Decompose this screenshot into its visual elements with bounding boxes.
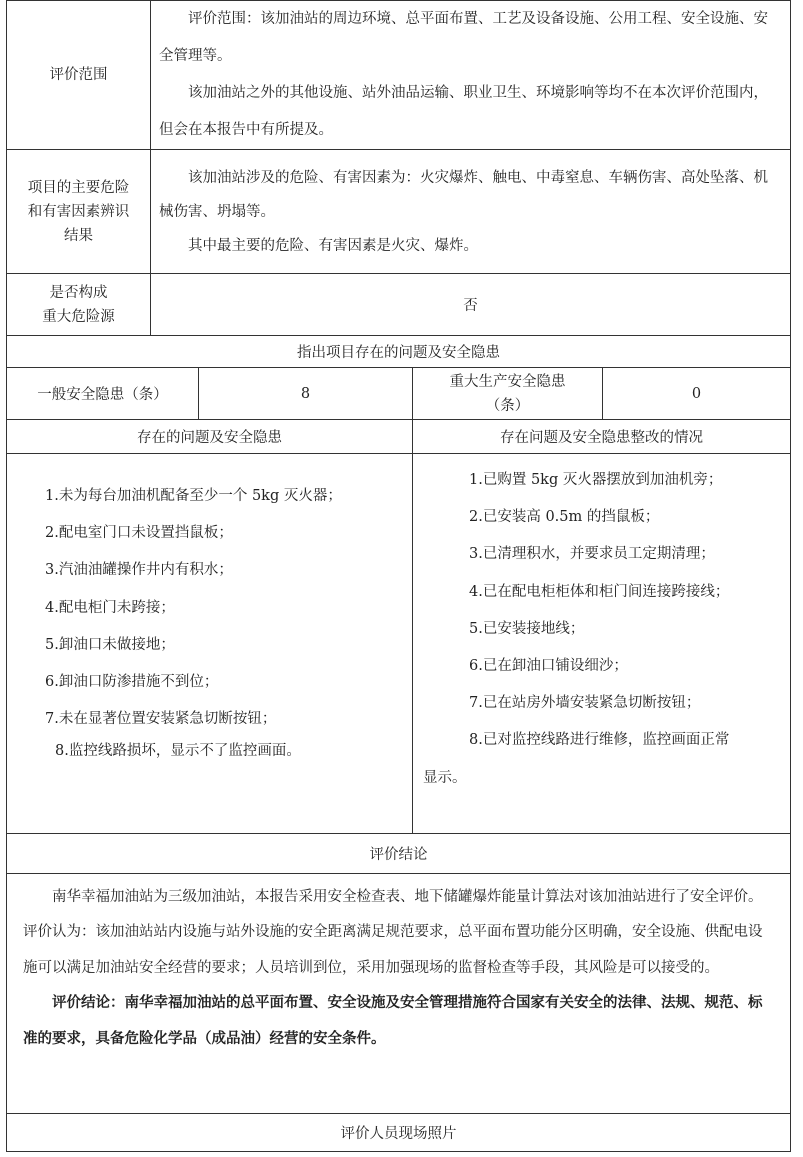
problem-item: 3.汽油油罐操作井内有积水； (45, 562, 233, 579)
rectifications-list-cell (413, 454, 791, 834)
problems-list (7, 454, 412, 764)
major-hazard-row (7, 274, 791, 336)
rectifications-column-header: 存在问题及安全隐患整改的情况 (413, 420, 791, 454)
conclusion-statement: 评价结论：南华幸福加油站的总平面布置、安全设施及安全管理措施符合国家有关安全的法律、法规、规范、标准的要求，具备危险化学品（成品油）经营的安全条件。 (23, 995, 763, 1047)
problem-item: 2.配电室门口未设置挡鼠板； (45, 525, 233, 542)
rectification-item: 2.已安装高 0.5m 的挡鼠板； (469, 509, 660, 526)
evaluation-table (6, 0, 791, 1152)
scope-paragraph-1: 评价范围：该加油站的周边环境、总平面布置、工艺及设备设施、公用工程、安全设施、安全管理等。 (159, 11, 768, 64)
major-hazard-label-line-2: 重大危险源 (42, 308, 115, 325)
issues-header-row (7, 336, 791, 368)
major-hazard-count-label-line-1: 重大生产安全隐患 (449, 373, 566, 390)
hazards-row (7, 150, 791, 274)
major-hazard-count-label (413, 368, 603, 420)
hazards-label-line-3: 结果 (64, 227, 93, 244)
major-hazard-label-line-1: 是否构成 (49, 284, 108, 301)
photos-header: 评价人员现场照片 (7, 1114, 791, 1152)
hazards-label-line-2: 和有害因素辨识 (27, 203, 130, 220)
hazards-content (151, 150, 791, 274)
major-hazard-count-value: 0 (603, 368, 791, 420)
rectification-item: 4.已在配电柜柜体和柜门间连接跨接线； (469, 583, 730, 600)
photos-header-row (7, 1114, 791, 1152)
scope-content (151, 1, 791, 150)
general-hazard-count-label: 一般安全隐患（条） (7, 368, 199, 420)
general-hazard-count-value: 8 (199, 368, 413, 420)
hazards-label (7, 150, 151, 274)
major-hazard-value: 否 (151, 274, 791, 336)
major-hazard-count-label-line-2: （条） (485, 397, 530, 414)
issues-header: 指出项目存在的问题及安全隐患 (7, 336, 791, 368)
problem-item: 4.配电柜门未跨接； (45, 599, 175, 616)
hazards-paragraph-1: 该加油站涉及的危险、有害因素为：火灾爆炸、触电、中毒窒息、车辆伤害、高处坠落、机械伤害、坍塌等。 (159, 169, 768, 220)
columns-header-row (7, 420, 791, 454)
rectification-item: 8.已对监控线路进行维修，监控画面正常 (469, 732, 730, 749)
problem-item: 5.卸油口未做接地； (45, 636, 175, 653)
problem-item: 1.未为每台加油机配备至少一个 5kg 灭火器； (45, 488, 342, 504)
rectification-item: 5.已安装接地线； (469, 620, 585, 637)
rectification-item: 3.已清理积水，并要求员工定期清理； (469, 546, 715, 563)
major-hazard-label (7, 274, 151, 336)
scope-label: 评价范围 (7, 1, 151, 150)
issues-detail-row (7, 454, 791, 834)
rectification-item: 7.已在站房外墙安装紧急切断按钮； (469, 695, 701, 712)
scope-row (7, 1, 791, 150)
conclusion-content (7, 874, 791, 1114)
rectification-item: 6.已在卸油口铺设细沙； (469, 658, 628, 675)
problems-column-header: 存在的问题及安全隐患 (7, 420, 413, 454)
problem-item: 6.卸油口防渗措施不到位； (45, 674, 219, 691)
rectifications-list (413, 454, 790, 797)
hazards-paragraph-2: 其中最主要的危险、有害因素是火灾、爆炸。 (188, 237, 478, 254)
problem-item: 7.未在显著位置安装紧急切断按钮； (45, 711, 277, 728)
conclusion-paragraph: 南华幸福加油站为三级加油站，本报告采用安全检查表、地下储罐爆炸能量计算法对该加油站进行了安全评价。评价认为：该加油站站内设施与站外设施的安全距离满足规范要求，总平面布置功能分区明确，安全设施、供配电设施可以满足加油站安全经营的要求；人员培训到位，采用加强现场的监督检查等手段，其风险是可以接受的。 (23, 889, 763, 976)
problem-item: 8.监控线路损坏，显示不了监控画面。 (55, 743, 301, 760)
conclusion-row (7, 874, 791, 1114)
rectification-item: 1.已购置 5kg 灭火器摆放到加油机旁； (469, 472, 723, 488)
hazards-label-line-1: 项目的主要危险 (27, 179, 130, 196)
problems-list-cell (7, 454, 413, 834)
conclusion-header: 评价结论 (7, 834, 791, 874)
scope-paragraph-2: 该加油站之外的其他设施、站外油品运输、职业卫生、环境影响等均不在本次评价范围内，但会在本报告中有所提及。 (159, 85, 768, 138)
conclusion-header-row (7, 834, 791, 874)
rectification-item-continuation: 显示。 (423, 769, 467, 786)
counts-row (7, 368, 791, 420)
